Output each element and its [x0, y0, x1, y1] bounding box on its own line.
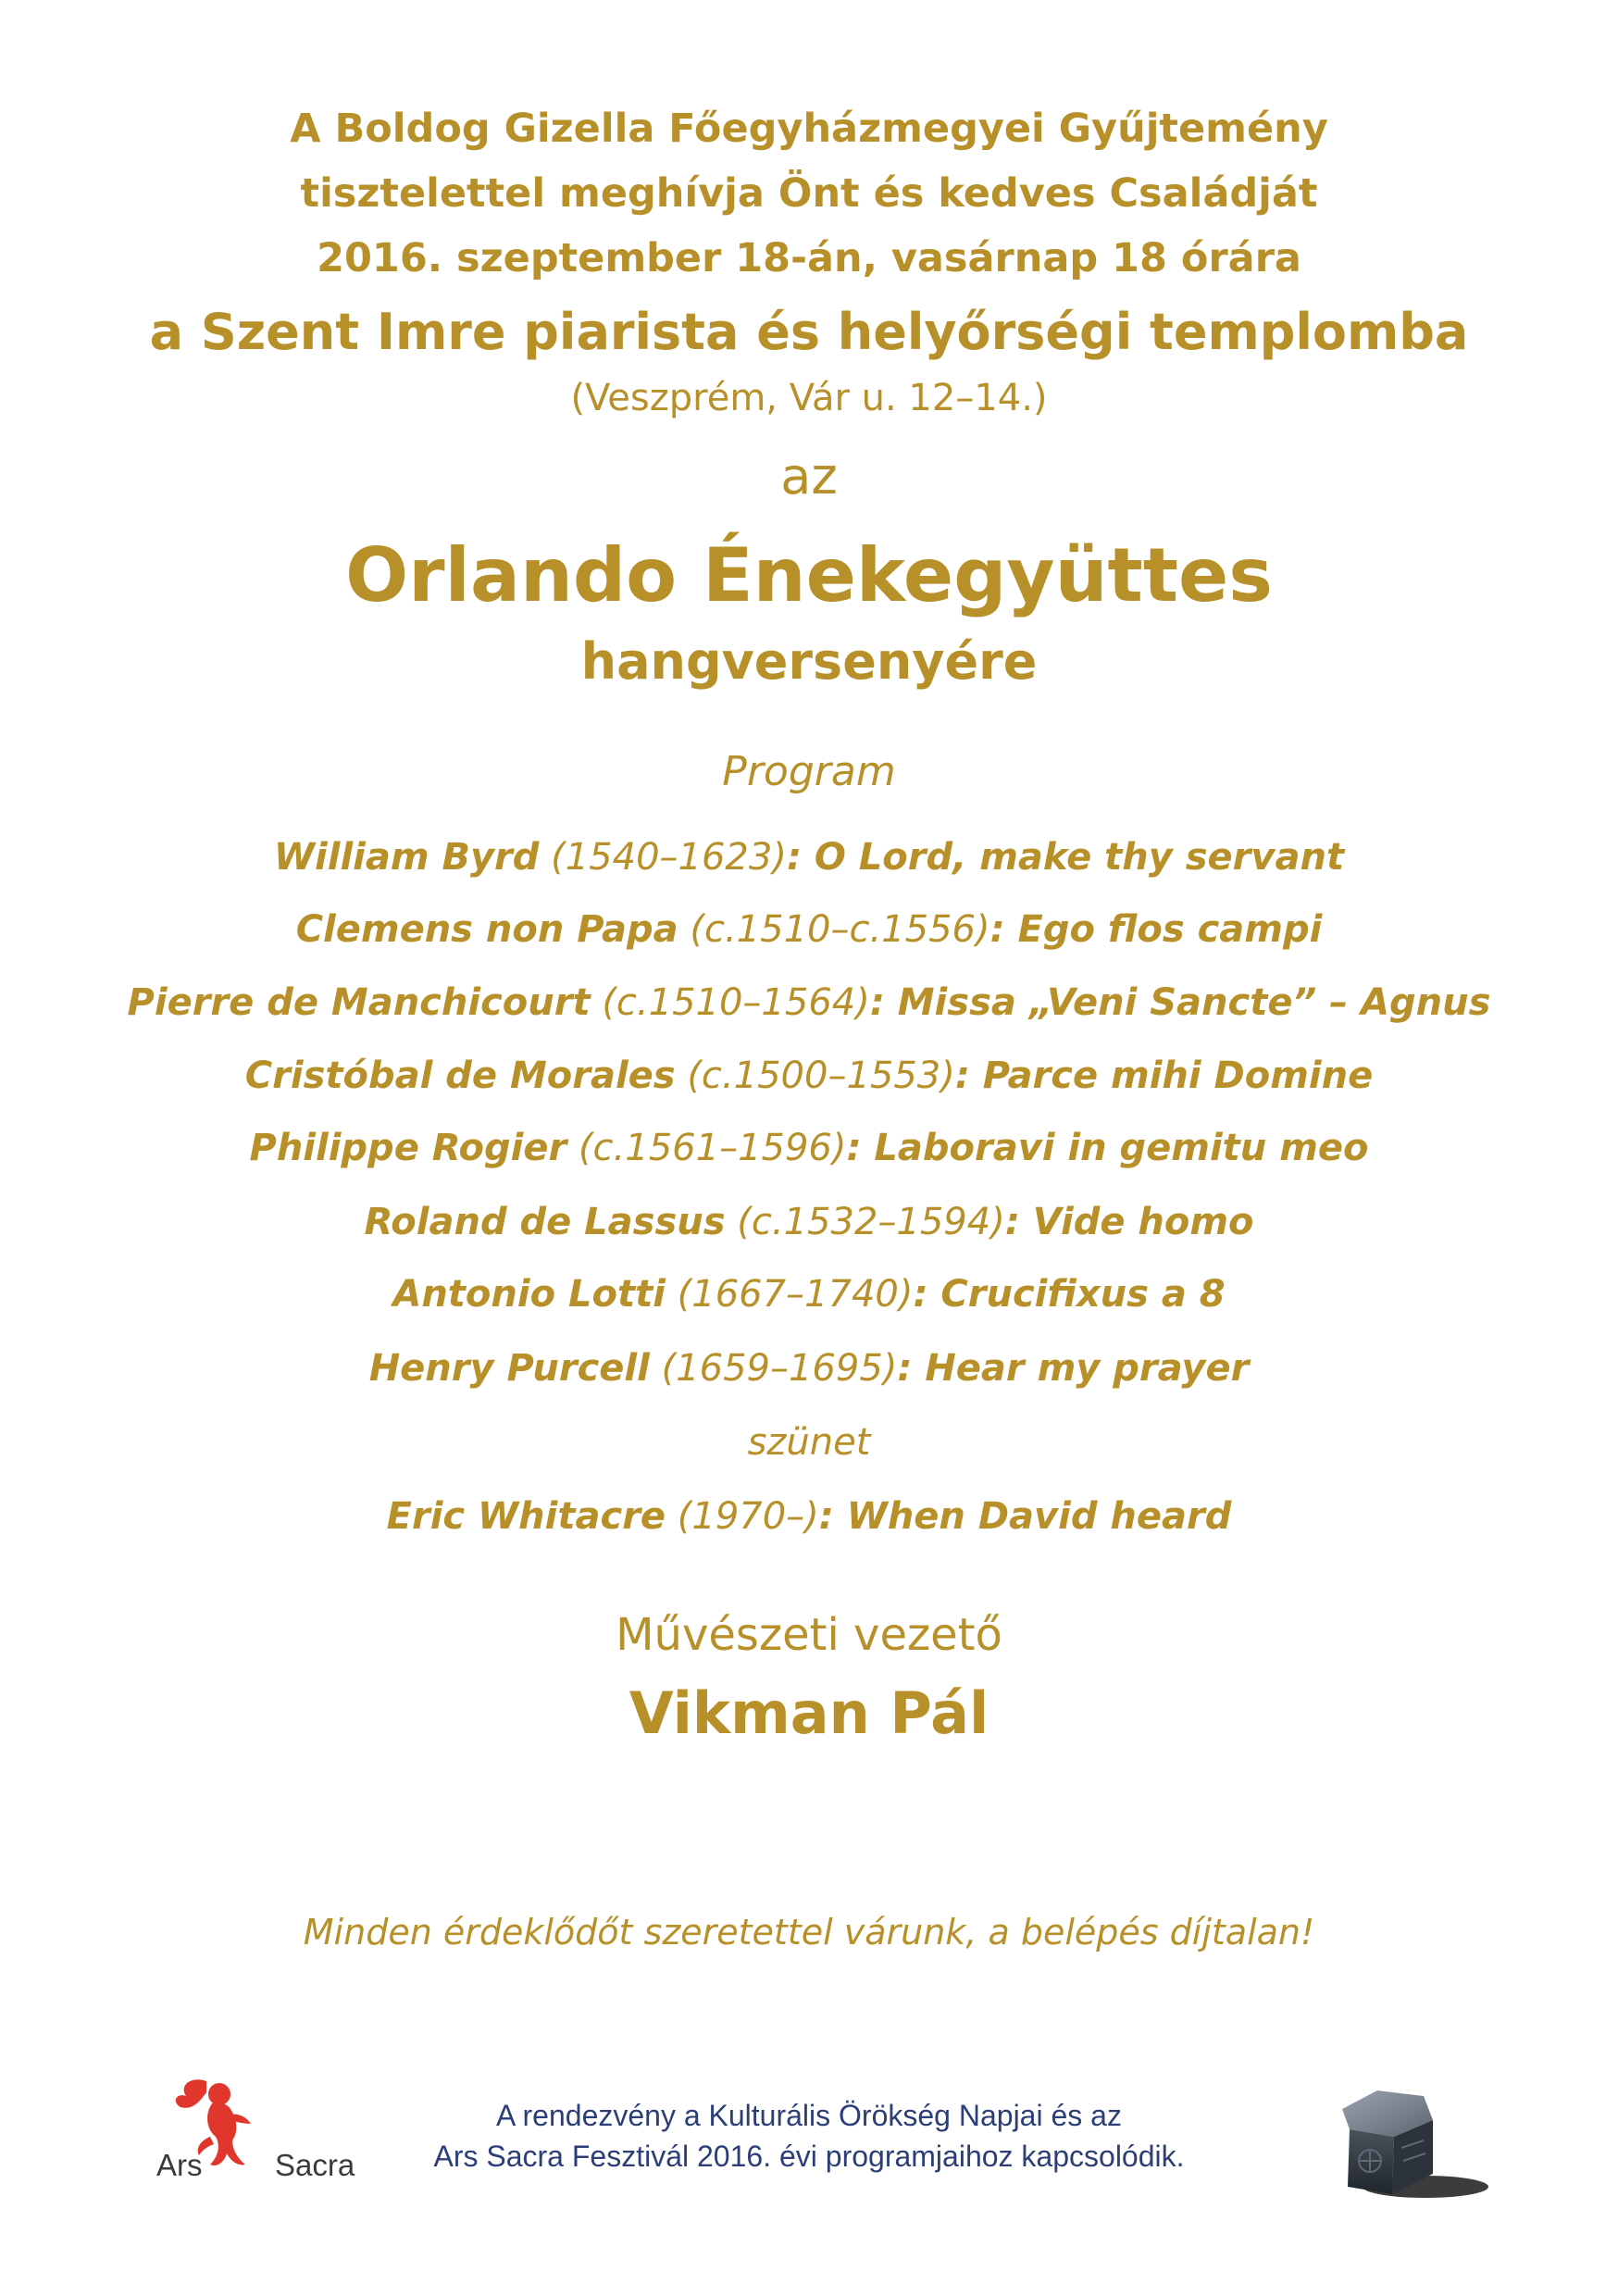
- program-item: [0, 908, 1618, 951]
- program-composer: William Byrd: [273, 836, 540, 879]
- program-composer: Henry Purcell: [368, 1347, 650, 1390]
- logo-word-sacra: Sacra: [275, 2148, 355, 2182]
- program-composer: Clemens non Papa: [295, 908, 678, 951]
- program-work: : O Lord, make thy servant: [786, 836, 1345, 879]
- program-years: (1540–1623): [551, 836, 787, 879]
- program-composer: Roland de Lassus: [364, 1201, 726, 1243]
- carved-stone-logo: [1324, 2083, 1490, 2203]
- program-item: [0, 1273, 1618, 1316]
- director-label: Művészeti vezető: [616, 1609, 1002, 1661]
- header-line-1: A Boldog Gizella Főegyházmegyei Gyűjtemény: [290, 106, 1328, 152]
- program-item: [0, 1201, 1618, 1243]
- program-work: : Vide homo: [1004, 1201, 1254, 1243]
- program-composer: Pierre de Manchicourt: [127, 981, 591, 1024]
- program-composer: Eric Whitacre: [386, 1495, 666, 1538]
- program-work: : Missa „Veni Sancte” – Agnus: [869, 981, 1491, 1024]
- program-label: Program: [722, 748, 896, 795]
- program-item: [0, 1495, 1618, 1538]
- program-item: [0, 1347, 1618, 1390]
- program-composer: Cristóbal de Morales: [244, 1054, 676, 1097]
- program-years: (c.1510–1564): [602, 981, 870, 1024]
- footer-note-line-1: A rendezvény a Kulturális Örökség Napjai és az: [496, 2099, 1122, 2132]
- article: az: [780, 447, 838, 505]
- program-years: (1970–): [677, 1495, 819, 1538]
- header-line-2: tisztelettel meghívja Önt és kedves Családját: [300, 170, 1318, 217]
- program-item: [0, 981, 1618, 1024]
- logo-word-ars: Ars: [156, 2148, 203, 2182]
- invitation-text: Minden érdeklődőt szeretettel várunk, a belépés díjtalan!: [303, 1912, 1315, 1953]
- program-years: (1659–1695): [661, 1347, 898, 1390]
- program-work: : Parce mihi Domine: [954, 1054, 1374, 1097]
- program-work: : Laboravi in gemitu meo: [846, 1127, 1369, 1169]
- ensemble-title: Orlando Énekegyüttes: [345, 532, 1273, 618]
- event-subtitle: hangversenyére: [580, 632, 1038, 691]
- program-work: : Crucifixus a 8: [913, 1273, 1226, 1316]
- director-name: Vikman Pál: [629, 1679, 989, 1747]
- program-years: (c.1561–1596): [578, 1127, 847, 1169]
- program-work: : Hear my prayer: [897, 1347, 1250, 1390]
- program-years: (c.1500–1553): [687, 1054, 955, 1097]
- header-line-3: 2016. szeptember 18-án, vasárnap 18 órára: [317, 235, 1301, 281]
- venue: a Szent Imre piarista és helyőrségi templomba: [149, 303, 1469, 361]
- carved-stone-icon: [1324, 2083, 1490, 2203]
- program-item: [0, 1129, 1618, 1167]
- program-item: [0, 1054, 1618, 1097]
- program-years: (c.1532–1594): [737, 1201, 1005, 1243]
- program-years: (c.1510–c.1556): [690, 908, 990, 951]
- footer-note-line-2: Ars Sacra Fesztivál 2016. évi programjaihoz kapcsolódik.: [433, 2140, 1185, 2173]
- program-years: (1667–1740): [677, 1273, 914, 1316]
- program-item: [0, 836, 1618, 879]
- program-composer: Philippe Rogier: [249, 1127, 567, 1169]
- program-composer: Antonio Lotti: [392, 1273, 666, 1316]
- intermission: szünet: [747, 1421, 871, 1464]
- program-work: : Ego flos campi: [989, 908, 1323, 951]
- address: (Veszprém, Vár u. 12–14.): [570, 377, 1048, 419]
- program-work: : When David heard: [818, 1495, 1232, 1538]
